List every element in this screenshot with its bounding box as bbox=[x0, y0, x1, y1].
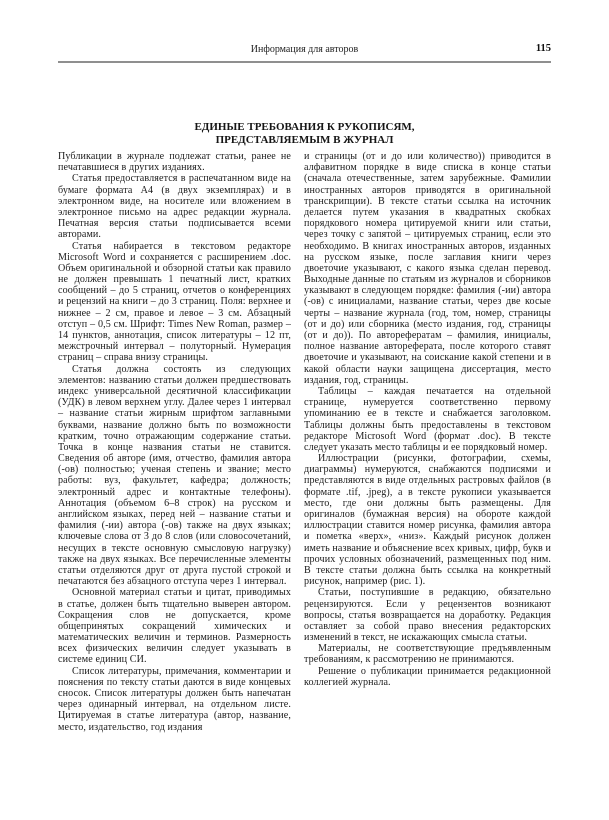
paragraph: Таблицы – каждая печатается на отдельной странице, нумеруется соответственно первому упоминанию ее в тексте и снабжается заголовком. Таблицы должны быть предоставлены в текстовом редакторе Microsoft Word (формат .doc). В тексте следует указать место таблицы и ее порядковый номер. bbox=[304, 385, 551, 453]
left-column bbox=[58, 151, 291, 733]
running-head-title: Информация для авторов bbox=[250, 44, 359, 55]
paragraph: Статьи, поступившие в редакцию, обязательно рецензируются. Если у рецензентов возникают вопросы, статья возвращается на доработку. Редакция оставляет за собой право внесения редакторских изменений в текст, не искажающих смысла статьи. bbox=[304, 587, 551, 644]
paragraph: Статья предоставляется в распечатанном виде на бумаге формата А4 (в двух экземплярах) и в электронном виде, на носителе или вложением в электронное письмо на адрес редакции журнала. Печатная версия статьи подписывается всеми авторами. bbox=[58, 173, 291, 241]
article-title bbox=[58, 121, 551, 147]
paragraph-continuation: и страницы (от и до или количество)) приводится в алфавитном порядке в виде списка в конце статьи (сначала отечественные, затем зарубежные. Фамилии иностранных авторов приводятся в оригинальной транскрипции). В тексте статьи ссылка на источник делается путем указания в квадратных скобках порядкового номера цитируемой книги или статьи, через точку с запятой – цитируемых страниц, если это необходимо. В книгах иностранных авторов, изданных на русском языке, после заглавия книги через двоеточие указывают, с какого языка сделан перевод. Выходные данные по статьям из журналов и сборников указывают в следующем порядке: фамилия (-ии) автора (-ов) с инициалами, название статьи, через две косые черты – название журнала (год, том, номер, страницы (от и до) или сборника (место издания, год, страницы (от и до)). По авторефератам – фамилия, инициалы, полное название автореферата, после которого ставят двоеточие и указывают, на соискание какой степени и в какой области науки защищена диссертация, место издания, год, страницы. bbox=[304, 151, 551, 386]
paragraph: Список литературы, примечания, комментарии и пояснения по тексту статьи даются в виде концевых сносок. Список литературы должен быть напечатан через одинарный интервал, на отдельном листе. Цитируемая в статье литература (автор, название, место, издательство, год издания bbox=[58, 665, 291, 733]
page-number: 115 bbox=[535, 43, 551, 54]
article-title-line2: ПРЕДСТАВЛЯЕМЫМ В ЖУРНАЛ bbox=[215, 134, 394, 146]
paragraph: Публикации в журнале подлежат статьи, ранее не печатавшиеся в других изданиях. bbox=[58, 151, 291, 174]
right-column bbox=[304, 151, 551, 733]
paragraph: Решение о публикации принимается редакционной коллегией журнала. bbox=[304, 665, 551, 688]
header-rule bbox=[58, 61, 551, 63]
paragraph: Основной материал статьи и цитат, приводимых в статье, должен быть тщательно выверен автором. Сокращения слов не допускается, кроме общепринятых сокращений химических и математических величин и терминов. Размерность всех физических величин следует указывать в системе единиц СИ. bbox=[58, 587, 291, 666]
article-title-line1: ЕДИНЫЕ ТРЕБОВАНИЯ К РУКОПИСЯМ, bbox=[194, 121, 415, 133]
paragraph: Статья набирается в текстовом редакторе Microsoft Word и сохраняется с расширением .doc. Объем оригинальной и обзорной статьи как правило не должен превышать 1 печатный лист, кратких сообщений – до 5 страниц, отчетов о конференциях и рецензий на книги – до 3 страниц. Поля: верхнее и нижнее – 2 см, правое и левое – 3 см. Абзацный отступ – 0,5 см. Шрифт: Times New Roman, размер – 14 пунктов, аннотация, список литературы – 12 пт, межстрочный интервал – полуторный. Нумерация страниц – справа внизу страницы. bbox=[58, 240, 291, 364]
paragraph: Иллюстрации (рисунки, фотографии, схемы, диаграммы) нумеруются, снабжаются подписями и представляются в виде отдельных растровых файлов (в формате .tif, .jpeg), а в тексте рукописи указывается место, где они должны быть размещены. Для оригиналов (бумажная версия) на обороте каждой иллюстрации ставится номер рисунка, фамилия автора и пометка «верх», «низ». Каждый рисунок должен иметь название и объяснение всех кривых, цифр, букв и прочих условных обозначений, размещенных под ним. В тексте статьи должна быть ссылка на конкретный рисунок, например (рис. 1). bbox=[304, 453, 551, 588]
paragraph: Статья должна состоять из следующих элементов: названию статьи должен предшествовать индекс универсальной десятичной классификации (УДК) в левом верхнем углу. Далее через 1 интервал – название статьи жирным шрифтом заглавными буквами, название должно быть по возможности кратким, точно отражающим содержание статьи. Точка в конце названия статьи не ставится. Сведения об авторе (имя, отчество, фамилия автора (-ов) полностью; ученая степень и звание; место работы: вуз, факультет, кафедра; должность; электронный адрес и контактные телефоны). Аннотация (объемом 6–8 строк) на русском и английском языках, перед ней – название статьи и фамилия (-ии) автора (-ов) также на двух языках; ключевые слова от 3 до 8 слов (или словосочетаний, несущих в тексте основную смысловую нагрузку) также на двух языках. Все перечисленные элементы статьи отделяются друг от друга пустой строкой и печатаются без абзацного отступа через 1 интервал. bbox=[58, 363, 291, 588]
paragraph: Материалы, не соответствующие предъявленным требованиям, к рассмотрению не принимаются. bbox=[304, 643, 551, 666]
body-columns bbox=[58, 151, 551, 733]
